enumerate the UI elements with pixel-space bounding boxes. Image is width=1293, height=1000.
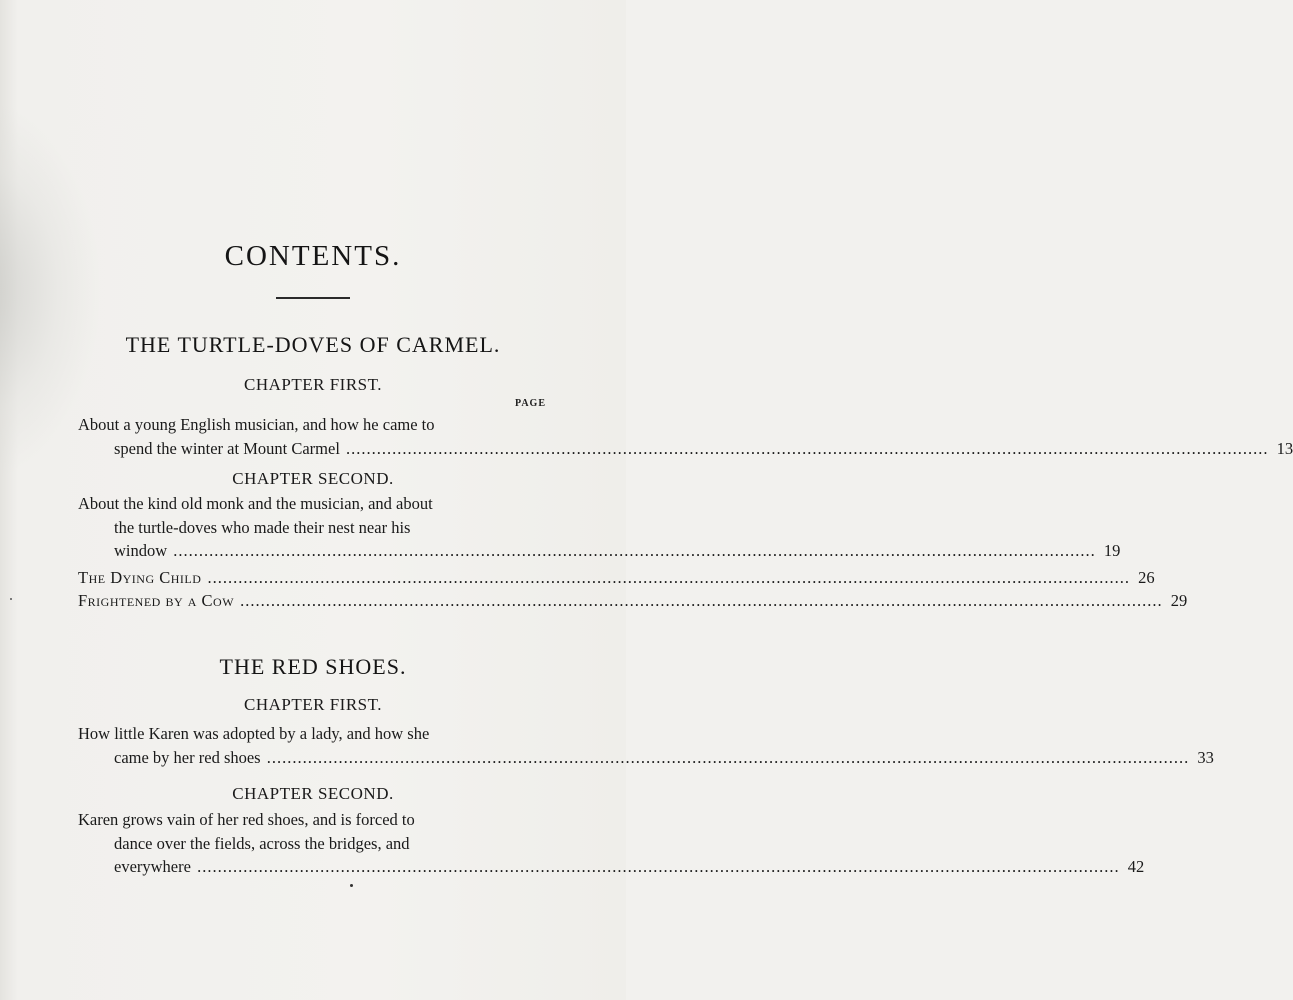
entry-line: the turtle-doves who made their nest near his (114, 517, 411, 537)
entry-line: window (114, 541, 168, 560)
story-title: The Dying Child (78, 568, 202, 587)
ink-speck (10, 598, 12, 600)
toc-entry[interactable] (78, 566, 1155, 590)
toc-entry[interactable] (78, 413, 1293, 460)
page-number: 13 (1276, 438, 1293, 458)
dot-leader (267, 748, 1190, 767)
entry-line: Karen grows vain of her red shoes, and is forced to (78, 810, 415, 829)
entry-line-leader (78, 566, 1155, 590)
entry-last-line (78, 437, 1293, 461)
entry-last-line (78, 746, 1214, 770)
entry-last-line (78, 539, 1121, 563)
title-rule (276, 297, 350, 299)
entry-line: spend the winter at Mount Carmel (114, 438, 340, 458)
entry-line: everywhere (114, 857, 191, 876)
dot-leader (173, 541, 1096, 560)
page-number: 19 (1103, 541, 1121, 560)
part-title-red-shoes: THE RED SHOES. (219, 654, 407, 679)
entry-last-line (78, 855, 1145, 879)
toc-entry[interactable] (78, 808, 1145, 879)
part-title-turtle-doves: THE TURTLE-DOVES OF CARMEL. (125, 332, 501, 357)
dot-leader (240, 591, 1163, 610)
entry-line: About a young English musician, and how he came to (78, 415, 435, 434)
page-number: 29 (1170, 591, 1188, 610)
toc-entry[interactable] (78, 722, 1214, 769)
chapter-heading-first: CHAPTER FIRST. (244, 375, 382, 394)
page-column-label: PAGE (514, 398, 546, 409)
page-title: CONTENTS. (224, 240, 402, 272)
entry-line: About the kind old monk and the musician, and about (78, 494, 433, 513)
chapter-heading-first: CHAPTER FIRST. (244, 695, 382, 714)
dot-leader (197, 857, 1120, 876)
dot-leader (208, 568, 1131, 587)
dot-leader (346, 439, 1269, 458)
page-number: 42 (1127, 857, 1145, 876)
entry-line: How little Karen was adopted by a lady, and how she (78, 724, 430, 743)
entry-line: dance over the fields, across the bridges, and (114, 833, 410, 853)
ink-speck (350, 884, 353, 887)
chapter-heading-second: CHAPTER SECOND. (232, 469, 394, 488)
toc-entry[interactable] (78, 492, 1121, 563)
story-title: Frightened by a Cow (78, 591, 235, 610)
entry-line-leader (78, 589, 1188, 613)
toc-entry[interactable] (78, 589, 1188, 613)
page-number: 26 (1138, 568, 1155, 587)
entry-line: came by her red shoes (114, 747, 261, 767)
page-number: 33 (1197, 747, 1214, 767)
chapter-heading-second: CHAPTER SECOND. (232, 784, 394, 803)
